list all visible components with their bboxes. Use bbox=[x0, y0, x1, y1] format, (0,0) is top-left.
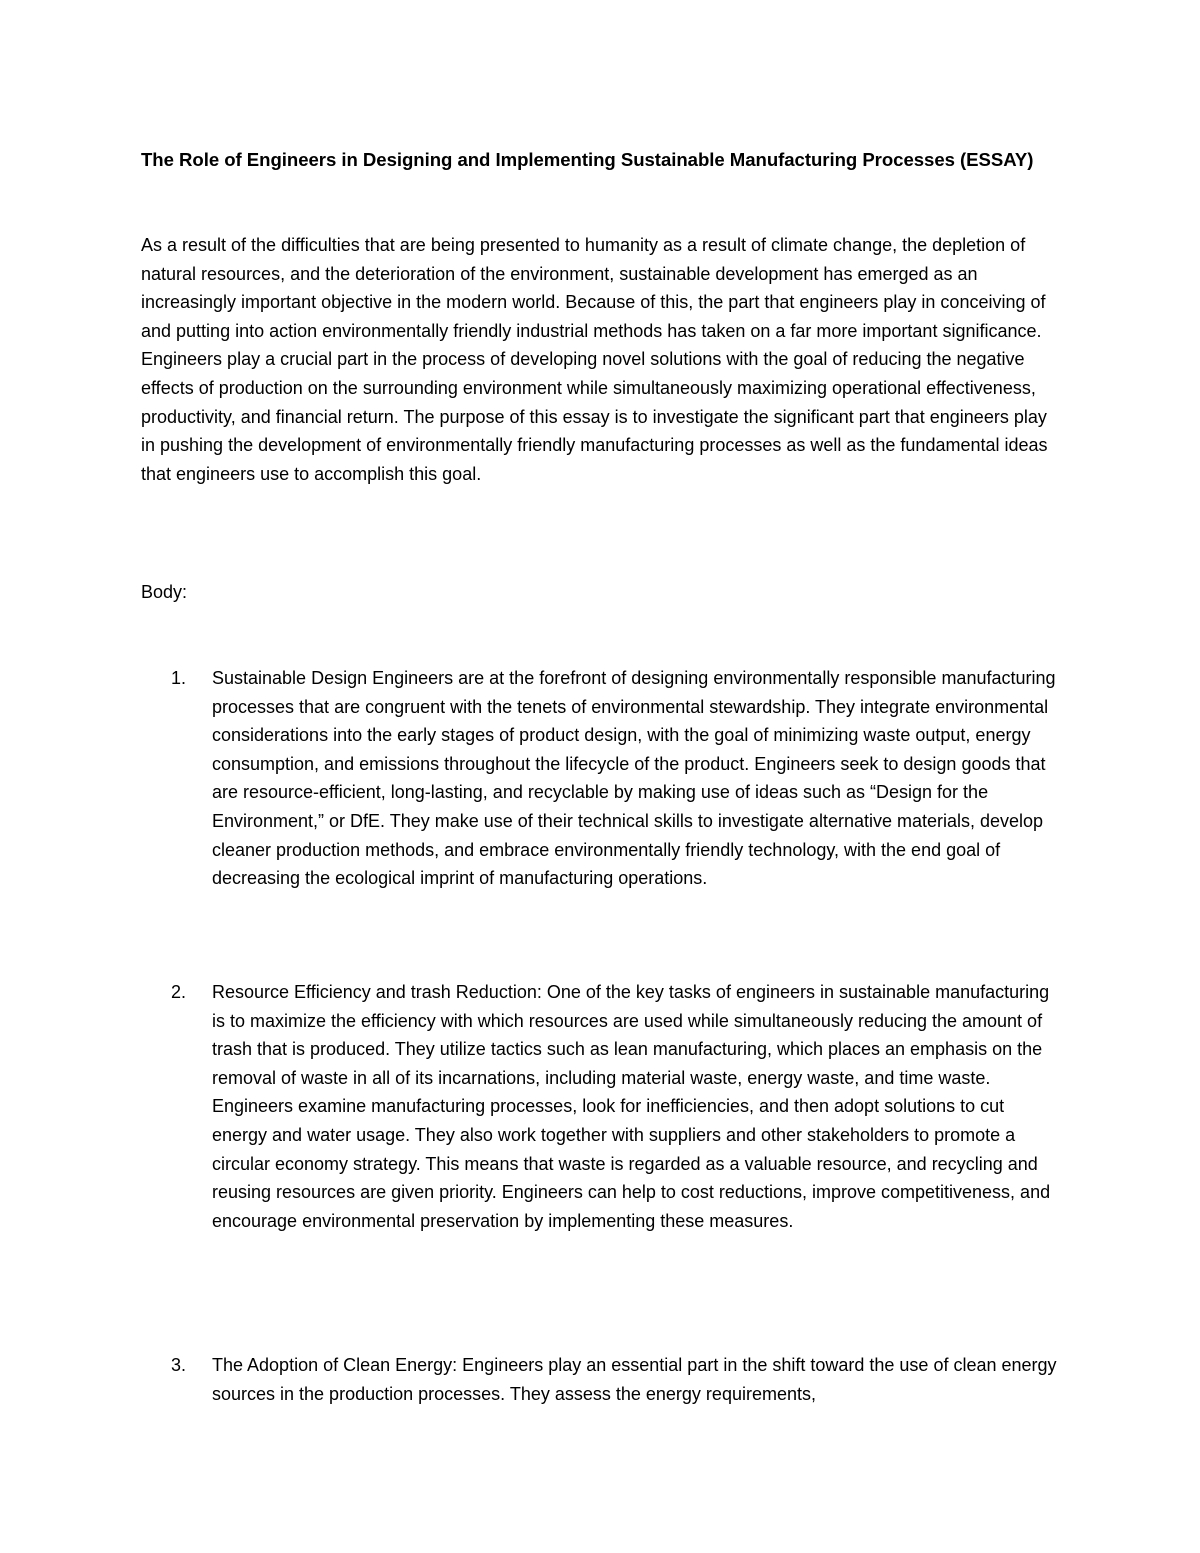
list-item-text: Sustainable Design Engineers are at the forefront of designing environmentally responsible manufacturing processes that are congruent with the tenets of environmental stewardship. They integrate environmental considerations into the early stages of product design, with the goal of minimizing waste output, energy consumption, and emissions throughout the lifecycle of the product. Engineers seek to design goods that are resource-efficient, long-lasting, and recyclable by making use of ideas such as “Design for the Environment,” or DfE. They make use of their technical skills to investigate alternative materials, develop cleaner production methods, and embrace environmentally friendly technology, with the end goal of decreasing the ecological imprint of manufacturing operations. bbox=[212, 668, 1056, 889]
list-item-number: 3. bbox=[171, 1355, 187, 1375]
body-heading: Body: bbox=[141, 582, 188, 602]
list-item-text: The Adoption of Clean Energy: Engineers play an essential part in the shift toward the use of clean energy sources in the production processes. They assess the energy requirements, bbox=[212, 1355, 1057, 1404]
list-item bbox=[141, 978, 1059, 1235]
list-item-text: Resource Efficiency and trash Reduction: One of the key tasks of engineers in sustainable manufacturing is to maximize the efficiency with which resources are used while simultaneously reducing the amount of trash that is produced. They utilize tactics such as lean manufacturing, which places an emphasis on the removal of waste in all of its incarnations, including material waste, energy waste, and time waste. Engineers examine manufacturing processes, look for inefficiencies, and then adopt solutions to cut energy and water usage. They also work together with suppliers and other stakeholders to promote a circular economy strategy. This means that waste is regarded as a valuable resource, and recycling and reusing resources are given priority. Engineers can help to cost reductions, improve competitiveness, and encourage environmental preservation by implementing these measures. bbox=[212, 982, 1051, 1231]
list-item bbox=[141, 664, 1059, 893]
intro-paragraph: As a result of the difficulties that are being presented to humanity as a result of climate change, the depletion of natural resources, and the deterioration of the environment, sustainable development has emerged as an increasingly important objective in the modern world. Because of this, the part that engineers play in conceiving of and putting into action environmentally friendly industrial methods has taken on a far more important significance. Engineers play a crucial part in the process of developing novel solutions with the goal of reducing the negative effects of production on the surrounding environment while simultaneously maximizing operational effectiveness, productivity, and financial return. The purpose of this essay is to investigate the significant part that engineers play in pushing the development of environmentally friendly manufacturing processes as well as the fundamental ideas that engineers use to accomplish this goal. bbox=[141, 235, 1048, 484]
list-item-number: 2. bbox=[171, 982, 187, 1002]
essay-title: The Role of Engineers in Designing and Implementing Sustainable Manufacturing Processes (ESSAY) bbox=[141, 149, 1034, 170]
list-item-number: 1. bbox=[171, 668, 187, 688]
list-item bbox=[141, 1351, 1059, 1408]
